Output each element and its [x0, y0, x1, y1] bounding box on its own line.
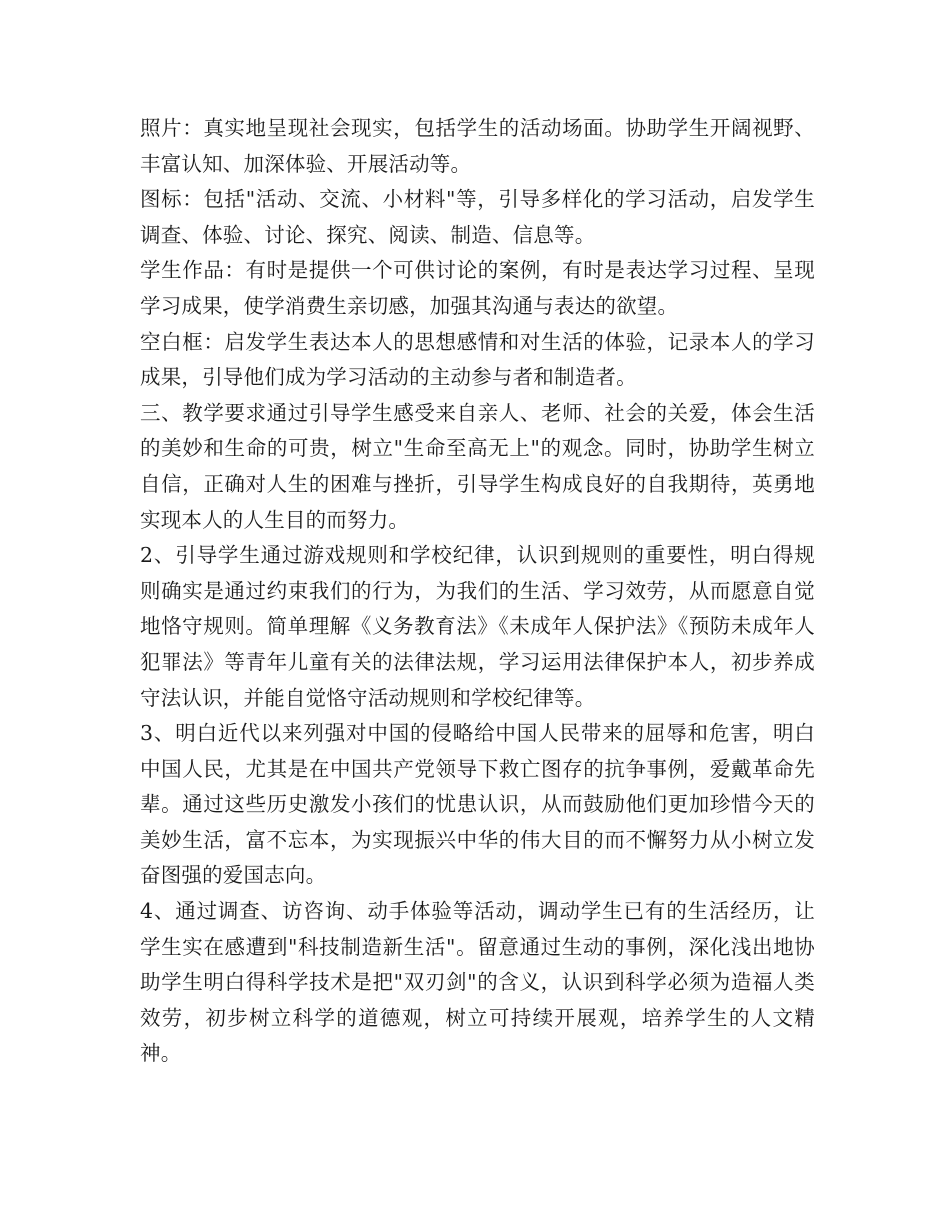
paragraph-item-3: 3、明白近代以来列强对中国的侵略给中国人民带来的屈辱和危害，明白中国人民，尤其是在中国共产党领导下救亡图存的抗争事例，爱戴革命先辈。通过这些历史激发小孩们的忧患认识，从而鼓励他们更加珍惜今天的美妙生活，富不忘本，为实现振兴中华的伟大目的而不懈努力从小树立发奋图强的爱国志向。	[140, 721, 815, 888]
paragraph-teaching-requirements: 三、教学要求通过引导学生感受来自亲人、老师、社会的关爱，体会生活的美妙和生命的可贵，树立"生命至高无上"的观念。同时，协助学生树立自信，正确对人生的困难与挫折，引导学生构成良好的自我期待，英勇地实现本人的人生目的而努力。	[140, 400, 815, 532]
paragraph-item-4: 4、通过调查、访咨询、动手体验等活动，调动学生已有的生活经历，让学生实在感遭到"科技制造新生活"。留意通过生动的事例，深化浅出地协助学生明白得科学技术是把"双刃剑"的含义，认识到科学必须为造福人类效劳，初步树立科学的道德观，树立可持续开展观，培养学生的人文精神。	[140, 899, 815, 1066]
paragraph-student-work: 学生作品：有时是提供一个可供讨论的案例，有时是表达学习过程、呈现学习成果，使学消费生亲切感，加强其沟通与表达的欲望。	[140, 258, 815, 318]
paragraph-photo: 照片：真实地呈现社会现实，包括学生的活动场面。协助学生开阔视野、丰富认知、加深体验、开展活动等。	[140, 116, 815, 176]
paragraph-icon: 图标：包括"活动、交流、小材料"等，引导多样化的学习活动，启发学生调查、体验、讨论、探究、阅读、制造、信息等。	[140, 187, 815, 247]
paragraph-blank-box: 空白框：启发学生表达本人的思想感情和对生活的体验，记录本人的学习成果，引导他们成为学习活动的主动参与者和制造者。	[140, 329, 815, 390]
paragraph-item-2: 2、引导学生通过游戏规则和学校纪律，认识到规则的重要性，明白得规则确实是通过约束我们的行为，为我们的生活、学习效劳，从而愿意自觉地恪守规则。简单理解《义务教育法》《未成年人保护法》《预防未成年人犯罪法》等青年儿童有关的法律法规，学习运用法律保护本人，初步养成守法认识，并能自觉恪守活动规则和学校纪律等。	[140, 543, 815, 710]
document-body	[140, 111, 815, 1072]
